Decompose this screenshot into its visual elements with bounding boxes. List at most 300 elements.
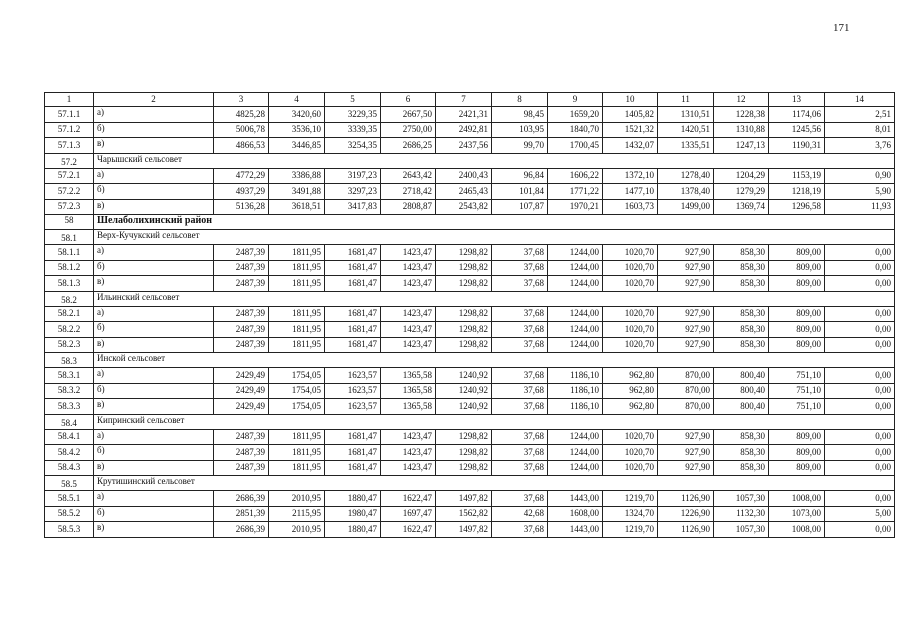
table-cell: 2808,87	[381, 199, 436, 215]
table-cell: 37,68	[492, 306, 548, 322]
table-cell: 0,00	[825, 337, 895, 353]
table-cell: 858,30	[714, 460, 769, 476]
section-title: Чарышский сельсовет	[94, 153, 895, 168]
table-cell: 1219,70	[603, 522, 658, 538]
table-cell: 1443,00	[548, 522, 603, 538]
column-header: 13	[769, 93, 825, 107]
table-cell: 3,76	[825, 138, 895, 154]
table-cell: 1754,05	[269, 399, 325, 415]
row-variant: б)	[94, 122, 214, 138]
table-cell: 1603,73	[603, 199, 658, 215]
section-row	[45, 153, 895, 168]
table-cell: 0,00	[825, 322, 895, 338]
table-cell: 1423,47	[381, 276, 436, 292]
row-index: 58.1.3	[45, 276, 94, 292]
table-cell: 858,30	[714, 276, 769, 292]
row-index: 58.5.2	[45, 506, 94, 522]
table-cell: 1126,90	[658, 491, 714, 507]
table-cell: 3254,35	[325, 138, 381, 154]
table-cell: 37,68	[492, 260, 548, 276]
table-cell: 1423,47	[381, 337, 436, 353]
table-cell: 11,93	[825, 199, 895, 215]
table-cell: 2686,39	[214, 491, 269, 507]
table-cell: 3536,10	[269, 122, 325, 138]
table-cell: 858,30	[714, 337, 769, 353]
table-cell: 1186,10	[548, 399, 603, 415]
table-cell: 870,00	[658, 399, 714, 415]
table-cell: 2487,39	[214, 306, 269, 322]
table-cell: 1811,95	[269, 429, 325, 445]
column-header: 10	[603, 93, 658, 107]
table-cell: 5006,78	[214, 122, 269, 138]
table-cell: 1335,51	[658, 138, 714, 154]
table-row	[45, 460, 895, 476]
table-cell: 2492,81	[436, 122, 492, 138]
table-cell: 1497,82	[436, 491, 492, 507]
section-index: 58.4	[45, 414, 94, 429]
table-row	[45, 322, 895, 338]
table-cell: 1423,47	[381, 260, 436, 276]
table-cell: 0,00	[825, 491, 895, 507]
table-cell: 1372,10	[603, 168, 658, 184]
table-row	[45, 506, 895, 522]
table-cell: 2010,95	[269, 522, 325, 538]
table-cell: 1365,58	[381, 399, 436, 415]
table-cell: 1298,82	[436, 429, 492, 445]
row-index: 58.3.3	[45, 399, 94, 415]
table-cell: 809,00	[769, 306, 825, 322]
table-cell: 858,30	[714, 306, 769, 322]
table-cell: 3618,51	[269, 199, 325, 215]
row-index: 58.2.1	[45, 306, 94, 322]
table-cell: 8,01	[825, 122, 895, 138]
table-cell: 1298,82	[436, 276, 492, 292]
column-header: 5	[325, 93, 381, 107]
table-row	[45, 445, 895, 461]
table-cell: 1681,47	[325, 445, 381, 461]
table-cell: 1880,47	[325, 491, 381, 507]
table-cell: 1020,70	[603, 306, 658, 322]
table-cell: 2686,25	[381, 138, 436, 154]
row-index: 57.2.2	[45, 184, 94, 200]
table-cell: 1423,47	[381, 322, 436, 338]
table-cell: 2421,31	[436, 107, 492, 123]
section-index: 58.2	[45, 291, 94, 306]
row-index: 57.2.1	[45, 168, 94, 184]
table-cell: 1240,92	[436, 383, 492, 399]
table-cell: 99,70	[492, 138, 548, 154]
table-cell: 1681,47	[325, 429, 381, 445]
table-cell: 1057,30	[714, 522, 769, 538]
row-variant: б)	[94, 322, 214, 338]
row-index: 58.3.1	[45, 368, 94, 384]
table-cell: 870,00	[658, 368, 714, 384]
table-cell: 1298,82	[436, 260, 492, 276]
row-variant: б)	[94, 506, 214, 522]
table-row	[45, 383, 895, 399]
table-cell: 3229,35	[325, 107, 381, 123]
table-cell: 1244,00	[548, 460, 603, 476]
table-cell: 1811,95	[269, 260, 325, 276]
row-variant: в)	[94, 399, 214, 415]
header-row	[45, 93, 895, 107]
table-cell: 1310,88	[714, 122, 769, 138]
table-cell: 1365,58	[381, 368, 436, 384]
row-index: 58.1.1	[45, 245, 94, 261]
table-cell: 1623,57	[325, 368, 381, 384]
table-cell: 1497,82	[436, 522, 492, 538]
table-cell: 2487,39	[214, 245, 269, 261]
table-cell: 1811,95	[269, 337, 325, 353]
table-row	[45, 199, 895, 215]
row-variant: в)	[94, 276, 214, 292]
table-cell: 2465,43	[436, 184, 492, 200]
table-cell: 1244,00	[548, 306, 603, 322]
column-header: 3	[214, 93, 269, 107]
table-cell: 3386,88	[269, 168, 325, 184]
table-cell: 2487,39	[214, 260, 269, 276]
table-cell: 4937,29	[214, 184, 269, 200]
table-cell: 42,68	[492, 506, 548, 522]
table-row	[45, 337, 895, 353]
section-row	[45, 291, 895, 306]
table-cell: 1240,92	[436, 399, 492, 415]
table-cell: 1174,06	[769, 107, 825, 123]
table-cell: 37,68	[492, 276, 548, 292]
table-cell: 2750,00	[381, 122, 436, 138]
table-cell: 800,40	[714, 368, 769, 384]
table-cell: 0,00	[825, 460, 895, 476]
table-cell: 927,90	[658, 322, 714, 338]
table-cell: 37,68	[492, 429, 548, 445]
table-cell: 1190,31	[769, 138, 825, 154]
table-cell: 1020,70	[603, 429, 658, 445]
table-cell: 1247,13	[714, 138, 769, 154]
row-variant: в)	[94, 337, 214, 353]
table-cell: 1073,00	[769, 506, 825, 522]
row-variant: а)	[94, 306, 214, 322]
table-cell: 2851,39	[214, 506, 269, 522]
table-cell: 1811,95	[269, 460, 325, 476]
table-cell: 96,84	[492, 168, 548, 184]
table-cell: 1244,00	[548, 245, 603, 261]
section-row	[45, 230, 895, 245]
row-variant: а)	[94, 245, 214, 261]
table-cell: 809,00	[769, 445, 825, 461]
section-index: 58.5	[45, 476, 94, 491]
table-cell: 1008,00	[769, 491, 825, 507]
table-cell: 4825,28	[214, 107, 269, 123]
table-cell: 1244,00	[548, 322, 603, 338]
table-cell: 858,30	[714, 260, 769, 276]
table-cell: 809,00	[769, 337, 825, 353]
table-cell: 1020,70	[603, 245, 658, 261]
table-cell: 1126,90	[658, 522, 714, 538]
row-index: 58.4.1	[45, 429, 94, 445]
table-cell: 1432,07	[603, 138, 658, 154]
section-title: Верх-Кучукский сельсовет	[94, 230, 895, 245]
table-cell: 927,90	[658, 276, 714, 292]
table-cell: 1244,00	[548, 445, 603, 461]
table-cell: 1020,70	[603, 260, 658, 276]
table-cell: 2,51	[825, 107, 895, 123]
section-title: Инской сельсовет	[94, 353, 895, 368]
row-variant: а)	[94, 491, 214, 507]
table-cell: 37,68	[492, 445, 548, 461]
table-cell: 1244,00	[548, 276, 603, 292]
table-cell: 2487,39	[214, 322, 269, 338]
table-cell: 1681,47	[325, 276, 381, 292]
table-cell: 809,00	[769, 429, 825, 445]
row-index: 58.5.1	[45, 491, 94, 507]
table-row	[45, 122, 895, 138]
table-cell: 0,00	[825, 260, 895, 276]
table-cell: 1423,47	[381, 245, 436, 261]
table-cell: 1423,47	[381, 306, 436, 322]
table-cell: 2487,39	[214, 460, 269, 476]
table-cell: 0,90	[825, 168, 895, 184]
table-cell: 2543,82	[436, 199, 492, 215]
table-row	[45, 245, 895, 261]
table-cell: 1697,47	[381, 506, 436, 522]
table-cell: 1608,00	[548, 506, 603, 522]
table-cell: 1240,92	[436, 368, 492, 384]
column-header: 1	[45, 93, 94, 107]
table-cell: 2010,95	[269, 491, 325, 507]
table-cell: 1186,10	[548, 368, 603, 384]
table-cell: 1681,47	[325, 337, 381, 353]
table-cell: 2487,39	[214, 429, 269, 445]
table-cell: 3297,23	[325, 184, 381, 200]
table-cell: 2437,56	[436, 138, 492, 154]
table-cell: 1700,45	[548, 138, 603, 154]
row-variant: а)	[94, 107, 214, 123]
table-cell: 1423,47	[381, 460, 436, 476]
table-cell: 107,87	[492, 199, 548, 215]
table-cell: 1811,95	[269, 306, 325, 322]
table-cell: 3420,60	[269, 107, 325, 123]
table-cell: 4772,29	[214, 168, 269, 184]
table-cell: 1423,47	[381, 429, 436, 445]
table-cell: 809,00	[769, 460, 825, 476]
table-cell: 1218,19	[769, 184, 825, 200]
table-cell: 1659,20	[548, 107, 603, 123]
column-header: 2	[94, 93, 214, 107]
table-cell: 1980,47	[325, 506, 381, 522]
table-cell: 1324,70	[603, 506, 658, 522]
table-cell: 1057,30	[714, 491, 769, 507]
table-cell: 962,80	[603, 368, 658, 384]
table-cell: 809,00	[769, 322, 825, 338]
table-cell: 37,68	[492, 522, 548, 538]
table-cell: 1521,32	[603, 122, 658, 138]
table-cell: 1298,82	[436, 337, 492, 353]
table-body	[45, 93, 895, 538]
table-cell: 751,10	[769, 368, 825, 384]
section-title: Ильинский сельсовет	[94, 291, 895, 306]
row-variant: в)	[94, 199, 214, 215]
table-cell: 1296,58	[769, 199, 825, 215]
table-cell: 37,68	[492, 245, 548, 261]
row-variant: б)	[94, 383, 214, 399]
table-cell: 37,68	[492, 399, 548, 415]
table-cell: 1811,95	[269, 276, 325, 292]
table-cell: 1681,47	[325, 306, 381, 322]
row-variant: б)	[94, 445, 214, 461]
table-cell: 800,40	[714, 383, 769, 399]
table-cell: 1681,47	[325, 245, 381, 261]
table-cell: 3491,88	[269, 184, 325, 200]
row-index: 58.4.3	[45, 460, 94, 476]
table-cell: 1970,21	[548, 199, 603, 215]
table-cell: 1226,90	[658, 506, 714, 522]
table-cell: 101,84	[492, 184, 548, 200]
section-index: 58.3	[45, 353, 94, 368]
table-cell: 858,30	[714, 429, 769, 445]
table-cell: 1477,10	[603, 184, 658, 200]
table-cell: 98,45	[492, 107, 548, 123]
table-cell: 1681,47	[325, 460, 381, 476]
row-variant: в)	[94, 522, 214, 538]
table-cell: 4866,53	[214, 138, 269, 154]
table-cell: 1020,70	[603, 276, 658, 292]
table-cell: 1681,47	[325, 260, 381, 276]
table-cell: 809,00	[769, 260, 825, 276]
table-cell: 927,90	[658, 445, 714, 461]
table-cell: 1622,47	[381, 522, 436, 538]
row-index: 58.1.2	[45, 260, 94, 276]
table-cell: 800,40	[714, 399, 769, 415]
row-index: 58.4.2	[45, 445, 94, 461]
table-cell: 858,30	[714, 322, 769, 338]
table-cell: 0,00	[825, 276, 895, 292]
table-cell: 1298,82	[436, 245, 492, 261]
table-cell: 2643,42	[381, 168, 436, 184]
table-cell: 0,00	[825, 306, 895, 322]
table-cell: 2429,49	[214, 399, 269, 415]
table-cell: 1754,05	[269, 383, 325, 399]
table-cell: 1298,82	[436, 445, 492, 461]
row-index: 58.5.3	[45, 522, 94, 538]
table-cell: 1365,58	[381, 383, 436, 399]
table-cell: 5,90	[825, 184, 895, 200]
section-index: 57.2	[45, 153, 94, 168]
table-cell: 1244,00	[548, 260, 603, 276]
section-row	[45, 353, 895, 368]
table-cell: 1310,51	[658, 107, 714, 123]
row-index: 57.1.2	[45, 122, 94, 138]
table-cell: 1754,05	[269, 368, 325, 384]
table-cell: 0,00	[825, 245, 895, 261]
table-cell: 0,00	[825, 445, 895, 461]
table-cell: 1008,00	[769, 522, 825, 538]
table-cell: 3339,35	[325, 122, 381, 138]
table-cell: 809,00	[769, 245, 825, 261]
table-cell: 2429,49	[214, 368, 269, 384]
table-cell: 0,00	[825, 429, 895, 445]
row-variant: а)	[94, 368, 214, 384]
table-cell: 1499,00	[658, 199, 714, 215]
table-cell: 37,68	[492, 337, 548, 353]
table-cell: 2487,39	[214, 276, 269, 292]
table-cell: 927,90	[658, 245, 714, 261]
table-cell: 1369,74	[714, 199, 769, 215]
section-index: 58.1	[45, 230, 94, 245]
table-row	[45, 522, 895, 538]
table-row	[45, 306, 895, 322]
table-cell: 1622,47	[381, 491, 436, 507]
table-cell: 1562,82	[436, 506, 492, 522]
district-row	[45, 215, 895, 230]
table-cell: 1811,95	[269, 445, 325, 461]
row-variant: в)	[94, 460, 214, 476]
table-row	[45, 399, 895, 415]
table-row	[45, 429, 895, 445]
table-cell: 2487,39	[214, 337, 269, 353]
table-cell: 37,68	[492, 383, 548, 399]
row-variant: б)	[94, 184, 214, 200]
table-cell: 2400,43	[436, 168, 492, 184]
table-cell: 1228,38	[714, 107, 769, 123]
table-cell: 1606,22	[548, 168, 603, 184]
table-cell: 1405,82	[603, 107, 658, 123]
table-cell: 1880,47	[325, 522, 381, 538]
table-cell: 1298,82	[436, 460, 492, 476]
row-index: 58.2.2	[45, 322, 94, 338]
table-cell: 1278,40	[658, 168, 714, 184]
row-variant: а)	[94, 429, 214, 445]
table-cell: 1244,00	[548, 337, 603, 353]
row-index: 57.1.1	[45, 107, 94, 123]
table-cell: 0,00	[825, 522, 895, 538]
table-cell: 751,10	[769, 399, 825, 415]
table-cell: 3197,23	[325, 168, 381, 184]
table-row	[45, 276, 895, 292]
section-row	[45, 414, 895, 429]
table-row	[45, 368, 895, 384]
table-cell: 1298,82	[436, 322, 492, 338]
column-header: 12	[714, 93, 769, 107]
table-cell: 927,90	[658, 460, 714, 476]
column-header: 11	[658, 93, 714, 107]
table-cell: 2115,95	[269, 506, 325, 522]
table-cell: 5,00	[825, 506, 895, 522]
table-cell: 0,00	[825, 383, 895, 399]
table-cell: 1378,40	[658, 184, 714, 200]
table-cell: 962,80	[603, 383, 658, 399]
table-cell: 870,00	[658, 383, 714, 399]
table-cell: 1186,10	[548, 383, 603, 399]
row-variant: в)	[94, 138, 214, 154]
table-cell: 927,90	[658, 337, 714, 353]
row-index: 58.2.3	[45, 337, 94, 353]
row-index: 57.1.3	[45, 138, 94, 154]
table-cell: 858,30	[714, 445, 769, 461]
table-cell: 858,30	[714, 245, 769, 261]
table-cell: 751,10	[769, 383, 825, 399]
table-row	[45, 491, 895, 507]
column-header: 8	[492, 93, 548, 107]
table-cell: 927,90	[658, 429, 714, 445]
table-cell: 1623,57	[325, 399, 381, 415]
table-cell: 37,68	[492, 491, 548, 507]
column-header: 14	[825, 93, 895, 107]
table-row	[45, 260, 895, 276]
column-header: 9	[548, 93, 603, 107]
table-cell: 1423,47	[381, 445, 436, 461]
table-cell: 37,68	[492, 368, 548, 384]
table-cell: 1623,57	[325, 383, 381, 399]
